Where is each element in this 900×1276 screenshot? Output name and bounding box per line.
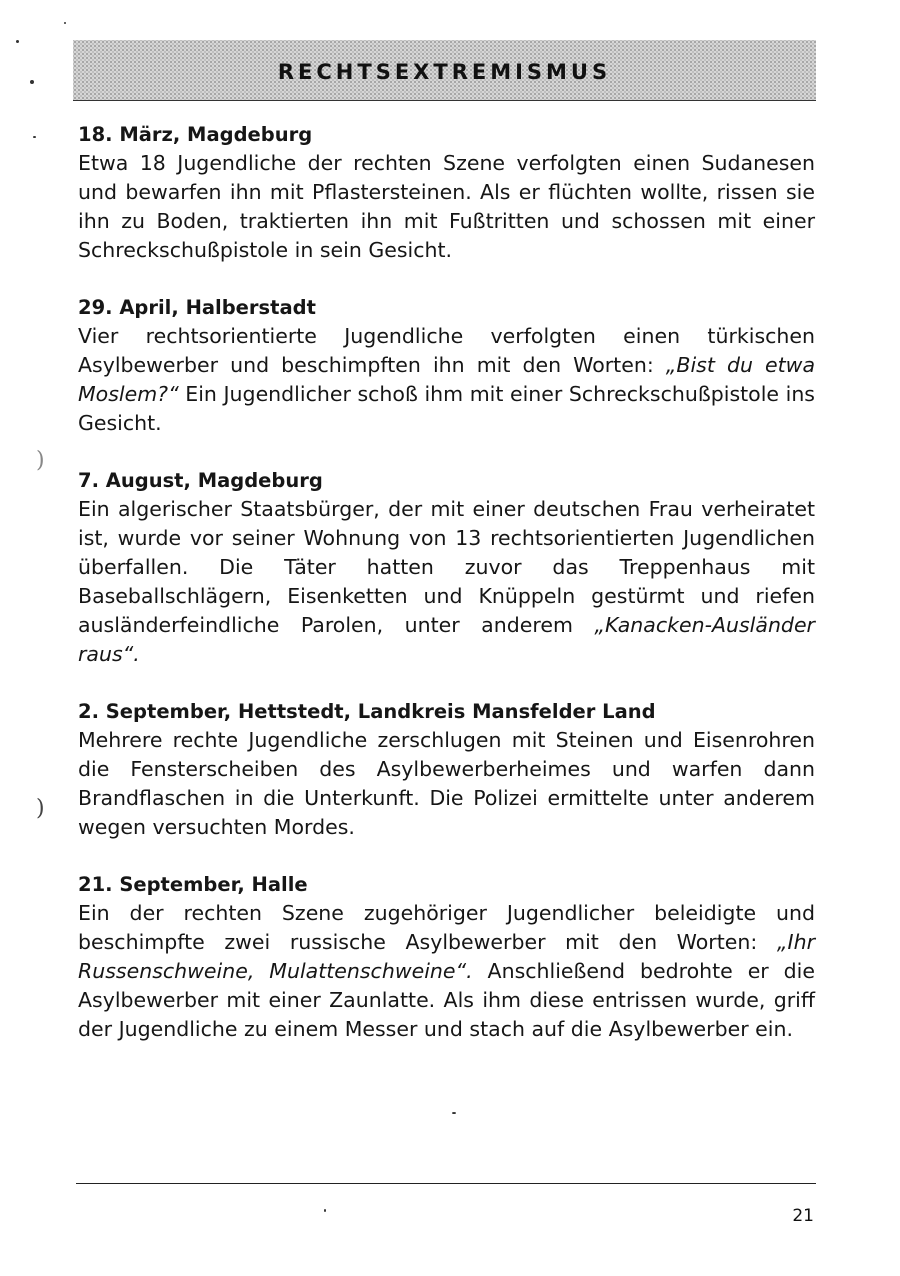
section-title: RECHTSEXTREMISMUS xyxy=(277,60,612,84)
incident-entry xyxy=(78,120,815,265)
entry-heading: 18. März, Magdeburg xyxy=(78,123,313,146)
incident-entry xyxy=(78,697,815,842)
scan-speck xyxy=(33,136,36,138)
scan-speck xyxy=(452,1112,456,1114)
scan-speck xyxy=(64,22,66,24)
entry-text: Etwa 18 Jugendliche der rechten Szene verfolgten einen Sudanesen und bewarfen ihn mit Pflastersteinen. Als er flüchten wollte, rissen sie ihn zu Boden, traktierten ihn mit Fußtritten und schossen mit einer Schreckschußpistole in sein Gesicht. xyxy=(78,151,815,262)
italic-quote: „Kanacken-Ausländer raus“. xyxy=(78,613,815,666)
margin-bracket-mark: ) xyxy=(36,796,45,821)
incident-entry xyxy=(78,293,815,438)
scan-speck xyxy=(30,80,34,84)
section-header-band xyxy=(73,40,816,101)
page-number: 21 xyxy=(792,1206,814,1226)
document-body xyxy=(78,120,815,1072)
entry-heading: 21. September, Halle xyxy=(78,873,308,896)
entry-text: Ein algerischer Staatsbürger, der mit einer deutschen Frau verheiratet ist, wurde vor seiner Wohnung von 13 rechtsorientierten Jugendlichen überfallen. Die Täter hatten zuvor das Treppenhaus mit Baseballschlägern, Eisenketten und Knüppeln gestürmt und riefen ausländerfeindliche Parolen, unter anderem „Kanacken-Ausländer raus“. xyxy=(78,497,815,666)
scan-speck xyxy=(324,1209,326,1212)
margin-bracket-mark: ) xyxy=(36,448,45,473)
italic-quote: „Bist du etwa Moslem?“ xyxy=(78,353,816,406)
entry-heading: 7. August, Magdeburg xyxy=(78,469,323,492)
incident-entry xyxy=(78,466,815,669)
entry-text: Ein der rechten Szene zugehöriger Jugendlicher beleidigte und beschimpfte zwei russische Asylbewerber mit den Worten: „Ihr Russenschweine, Mulattenschweine“. Anschließend bedrohte er die Asylbewerber mit einer Zaunlatte. Als ihm diese entrissen wurde, griff der Jugendliche zu einem Messer und stach auf die Asylbewerber ein. xyxy=(78,901,815,1041)
scan-speck xyxy=(16,40,19,43)
entry-text: Vier rechtsorientierte Jugendliche verfolgten einen türkischen Asylbewerber und beschimpften ihn mit den Worten: „Bist du etwa Moslem?“ Ein Jugendlicher schoß ihm mit einer Schreckschußpistole ins Gesicht. xyxy=(78,324,816,435)
footer-rule xyxy=(76,1183,816,1184)
entry-heading: 29. April, Halberstadt xyxy=(78,296,316,319)
incident-entry xyxy=(78,870,815,1044)
italic-quote: „Ihr Russenschweine, Mulattenschweine“. xyxy=(78,930,815,983)
entry-heading: 2. September, Hettstedt, Landkreis Mansfelder Land xyxy=(78,700,656,723)
entry-text: Mehrere rechte Jugendliche zerschlugen mit Steinen und Eisenrohren die Fensterscheiben des Asylbewerberheimes und warfen dann Brandflaschen in die Unterkunft. Die Polizei ermittelte unter anderem wegen versuchten Mordes. xyxy=(78,728,815,839)
